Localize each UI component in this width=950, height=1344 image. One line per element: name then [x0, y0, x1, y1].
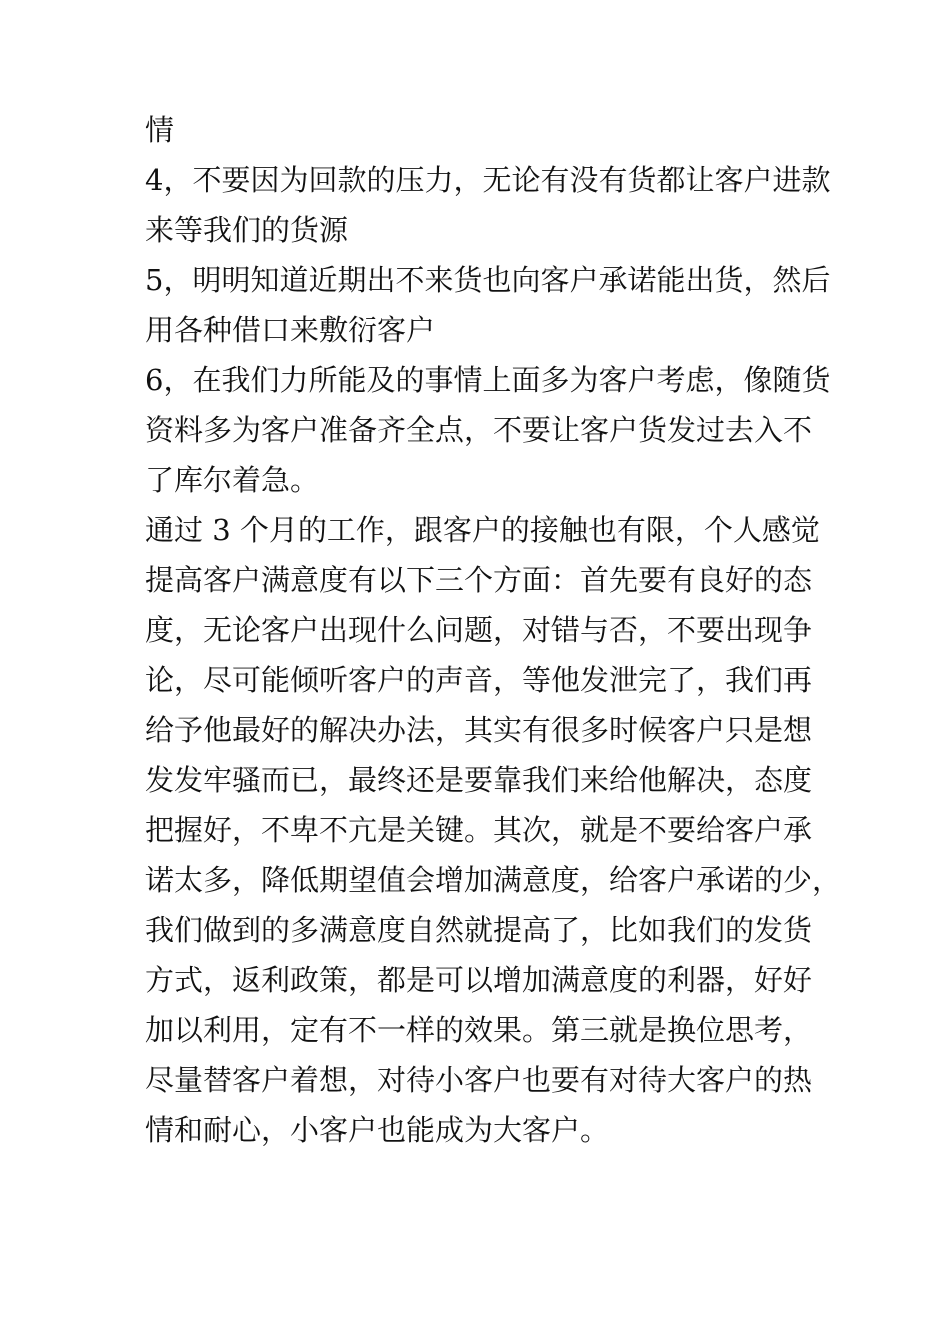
text-line-17: 我们做到的多满意度自然就提高了，比如我们的发货 [145, 913, 813, 947]
text-line-11: 度，无论客户出现什么问题，对错与否，不要出现争 [145, 613, 813, 647]
text-line-13: 给予他最好的解决办法，其实有很多时候客户只是想 [145, 713, 813, 747]
text-line-10: 提高客户满意度有以下三个方面：首先要有良好的态 [145, 563, 813, 597]
text-line-5: 用各种借口来敷衍客户 [145, 313, 436, 347]
text-line-18: 方式，返利政策，都是可以增加满意度的利器，好好 [145, 963, 813, 997]
text-line-12: 论，尽可能倾听客户的声音，等他发泄完了，我们再 [145, 663, 813, 697]
text-line-15: 把握好，不卑不亢是关键。其次，就是不要给客户承 [145, 813, 813, 847]
text-line-8: 了库尔着急。 [145, 463, 320, 497]
text-line-9: 通过 3 个月的工作，跟客户的接触也有限，个人感觉 [145, 513, 820, 547]
text-line-7: 资料多为客户准备齐全点，不要让客户货发过去入不 [145, 413, 813, 447]
text-line-21: 情和耐心，小客户也能成为大客户。 [145, 1113, 610, 1147]
text-line-6: 6，在我们力所能及的事情上面多为客户考虑，像随货 [145, 363, 831, 397]
text-line-19: 加以利用，定有不一样的效果。第三就是换位思考， [145, 1013, 813, 1047]
text-line-2: 4，不要因为回款的压力，无论有没有货都让客户进款 [145, 163, 831, 197]
text-line-16: 诺太多，降低期望值会增加满意度，给客户承诺的少， [145, 863, 842, 897]
text-line-4: 5，明明知道近期出不来货也向客户承诺能出货，然后 [145, 263, 831, 297]
text-line-20: 尽量替客户着想，对待小客户也要有对待大客户的热 [145, 1063, 813, 1097]
text-line-1: 情 [145, 113, 175, 147]
text-line-14: 发发牢骚而已，最终还是要靠我们来给他解决，态度 [145, 763, 813, 797]
text-line-3: 来等我们的货源 [145, 213, 349, 247]
